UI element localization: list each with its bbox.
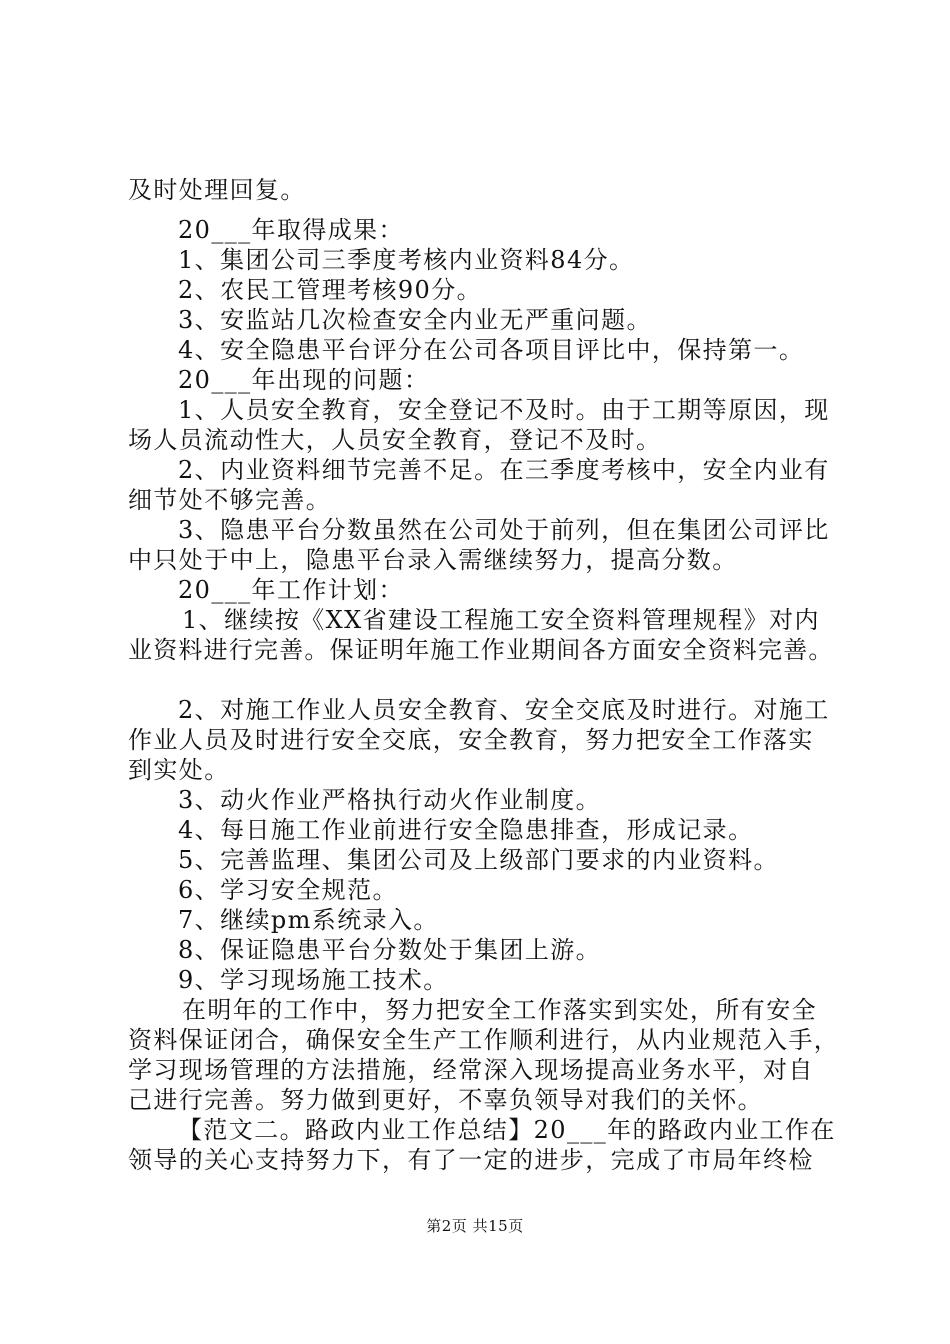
list-item: 1、继续按《XX省建设工程施工安全资料管理规程》对内 [182, 606, 820, 634]
text-line: 作业人员及时进行安全交底，安全教育，努力把安全工作落实 [128, 726, 814, 754]
list-item: 8、保证隐患平台分数处于集团上游。 [178, 936, 602, 964]
text-line: 场人员流动性大，人员安全教育，登记不及时。 [128, 426, 662, 454]
list-item: 2、内业资料细节完善不足。在三季度考核中，安全内业有 [178, 456, 830, 484]
section-heading: 20___年出现的问题： [178, 366, 430, 394]
text-line: 细节处不够完善。 [128, 486, 332, 514]
text-line: 到实处。 [128, 756, 230, 784]
text-line: 中只处于中上，隐患平台录入需继续努力，提高分数。 [128, 546, 738, 574]
list-item: 3、动火作业严格执行动火作业制度。 [178, 786, 602, 814]
text-line: 及时处理回复。 [128, 176, 306, 204]
page-number-footer: 第2页 共15页 [426, 1217, 524, 1235]
section-heading: 20___年工作计划： [178, 576, 404, 604]
text-line: 资料保证闭合，确保安全生产工作顺利进行，从内业规范入手， [128, 1026, 840, 1054]
text-line: 【范文二。路政内业工作总结】20___年的路政内业工作在 [178, 1116, 836, 1144]
text-line: 在明年的工作中，努力把安全工作落实到实处，所有安全 [182, 996, 817, 1024]
text-line: 己进行完善。努力做到更好，不辜负领导对我们的关怀。 [128, 1086, 763, 1114]
section-heading: 20___年取得成果： [178, 216, 404, 244]
text-line: 学习现场管理的方法措施，经常深入现场提高业务水平，对自 [128, 1056, 814, 1084]
list-item: 1、人员安全教育，安全登记不及时。由于工期等原因，现 [178, 396, 830, 424]
list-item: 1、集团公司三季度考核内业资料84分。 [178, 246, 635, 274]
list-item: 6、学习安全规范。 [178, 876, 398, 904]
list-item: 3、隐患平台分数虽然在公司处于前列，但在集团公司评比 [178, 516, 830, 544]
list-item: 2、对施工作业人员安全教育、安全交底及时进行。对施工 [178, 696, 830, 724]
list-item: 3、安监站几次检查安全内业无严重问题。 [178, 306, 652, 334]
text-line: 领导的关心支持努力下，有了一定的进步，完成了市局年终检 [128, 1146, 814, 1174]
list-item: 4、每日施工作业前进行安全隐患排查，形成记录。 [178, 816, 754, 844]
text-line: 业资料进行完善。保证明年施工作业期间各方面安全资料完善。 [128, 636, 834, 664]
list-item: 9、学习现场施工技术。 [178, 966, 449, 994]
list-item: 5、完善监理、集团公司及上级部门要求的内业资料。 [178, 846, 779, 874]
list-item: 7、继续pm系统录入。 [178, 906, 439, 934]
list-item: 4、安全隐患平台评分在公司各项目评比中，保持第一。 [178, 336, 805, 364]
list-item: 2、农民工管理考核90分。 [178, 276, 483, 304]
